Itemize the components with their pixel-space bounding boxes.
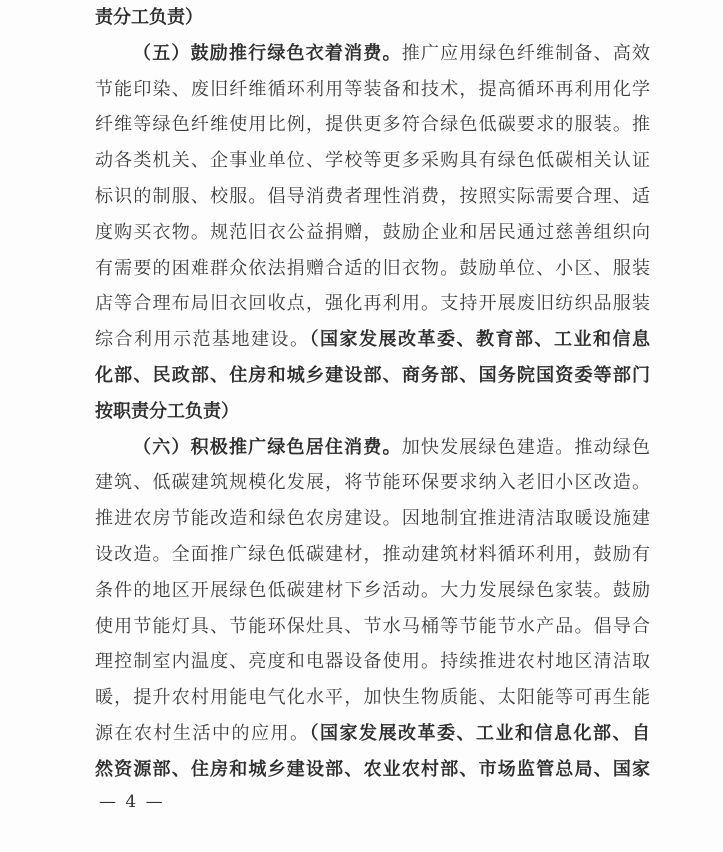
bold-text-run: 按职责分工负责） xyxy=(95,400,239,422)
document-line xyxy=(95,573,650,609)
text-run: 加快发展绿色建造。推动绿色 xyxy=(401,436,651,458)
text-run: 推广应用绿色纤维制备、高效 xyxy=(401,42,651,64)
text-run: 动各类机关、企事业单位、学校等更多采购具有绿色低碳相关认证 xyxy=(95,150,650,172)
text-run: 推进农房节能改造和绿色农房建设。因地制宜推进清洁取暖设施建 xyxy=(95,508,650,530)
text-run: 建筑、低碳建筑规模化发展，将节能环保要求纳入老旧小区改造。 xyxy=(95,472,650,494)
text-run: 纤维等绿色纤维使用比例，提供更多符合绿色低碳要求的服装。推 xyxy=(95,114,650,136)
text-run: 设改造。全面推广绿色低碳建材，推动建筑材料循环利用，鼓励有 xyxy=(95,543,650,565)
bold-text-run: （国家发展改革委、工业和信息化部、自 xyxy=(309,722,650,744)
document-line xyxy=(95,644,650,680)
text-run: 暖，提升农村用能电气化水平，加快生物质能、太阳能等可再生能 xyxy=(95,687,650,709)
text-run: 店等合理布局旧衣回收点，强化再利用。支持开展废旧纺织品服装 xyxy=(95,293,650,315)
document-line xyxy=(95,716,650,752)
document-line xyxy=(95,358,650,394)
document-line xyxy=(95,465,650,501)
document-line xyxy=(95,752,650,788)
document-line xyxy=(95,36,650,72)
document-line xyxy=(95,215,650,251)
text-run: 条件的地区开展绿色低碳建材下乡活动。大力发展绿色家装。鼓励 xyxy=(95,579,650,601)
text-run: 综合利用示范基地建设。 xyxy=(95,329,310,351)
document-line xyxy=(95,537,650,573)
bold-text-run: 责分工负责） xyxy=(95,7,203,28)
bold-text-run: 然资源部、住房和城乡建设部、农业农村部、市场监管总局、国家 xyxy=(95,758,650,780)
bold-text-run: （五）鼓励推行绿色衣着消费。 xyxy=(133,42,402,64)
text-run: 有需要的困难群众依法捐赠合适的旧衣物。鼓励单位、小区、服装 xyxy=(95,257,650,279)
document-line xyxy=(95,72,650,108)
bold-text-run: （国家发展改革委、教育部、工业和信息 xyxy=(309,329,650,351)
bold-text-run: 化部、民政部、住房和城乡建设部、商务部、国务院国资委等部门 xyxy=(95,364,650,386)
document-line xyxy=(95,143,650,179)
document-line xyxy=(95,501,650,537)
text-block xyxy=(95,0,650,788)
text-run: 使用节能灯具、节能环保灶具、节水马桶等节能节水产品。倡导合 xyxy=(95,615,650,637)
document-line xyxy=(95,0,650,36)
document-line xyxy=(95,322,650,358)
page-number: — 4 — xyxy=(99,792,165,812)
text-run: 源在农村生活中的应用。 xyxy=(95,722,310,744)
document-line xyxy=(95,107,650,143)
text-run: 标识的制服、校服。倡导消费者理性消费，按照实际需要合理、适 xyxy=(95,185,650,207)
bold-text-run: （六）积极推广绿色居住消费。 xyxy=(133,436,402,458)
text-run: 节能印染、废旧纤维循环利用等装备和技术，提高循环再利用化学 xyxy=(95,78,650,100)
text-run: 理控制室内温度、亮度和电器设备使用。持续推进农村地区清洁取 xyxy=(95,651,650,673)
document-line xyxy=(95,286,650,322)
document-line xyxy=(95,609,650,645)
document-line xyxy=(95,394,650,430)
document-line xyxy=(95,430,650,466)
document-line xyxy=(95,680,650,716)
text-run: 度购买衣物。规范旧衣公益捐赠，鼓励企业和居民通过慈善组织向 xyxy=(95,221,650,243)
document-line xyxy=(95,179,650,215)
document-line xyxy=(95,251,650,287)
